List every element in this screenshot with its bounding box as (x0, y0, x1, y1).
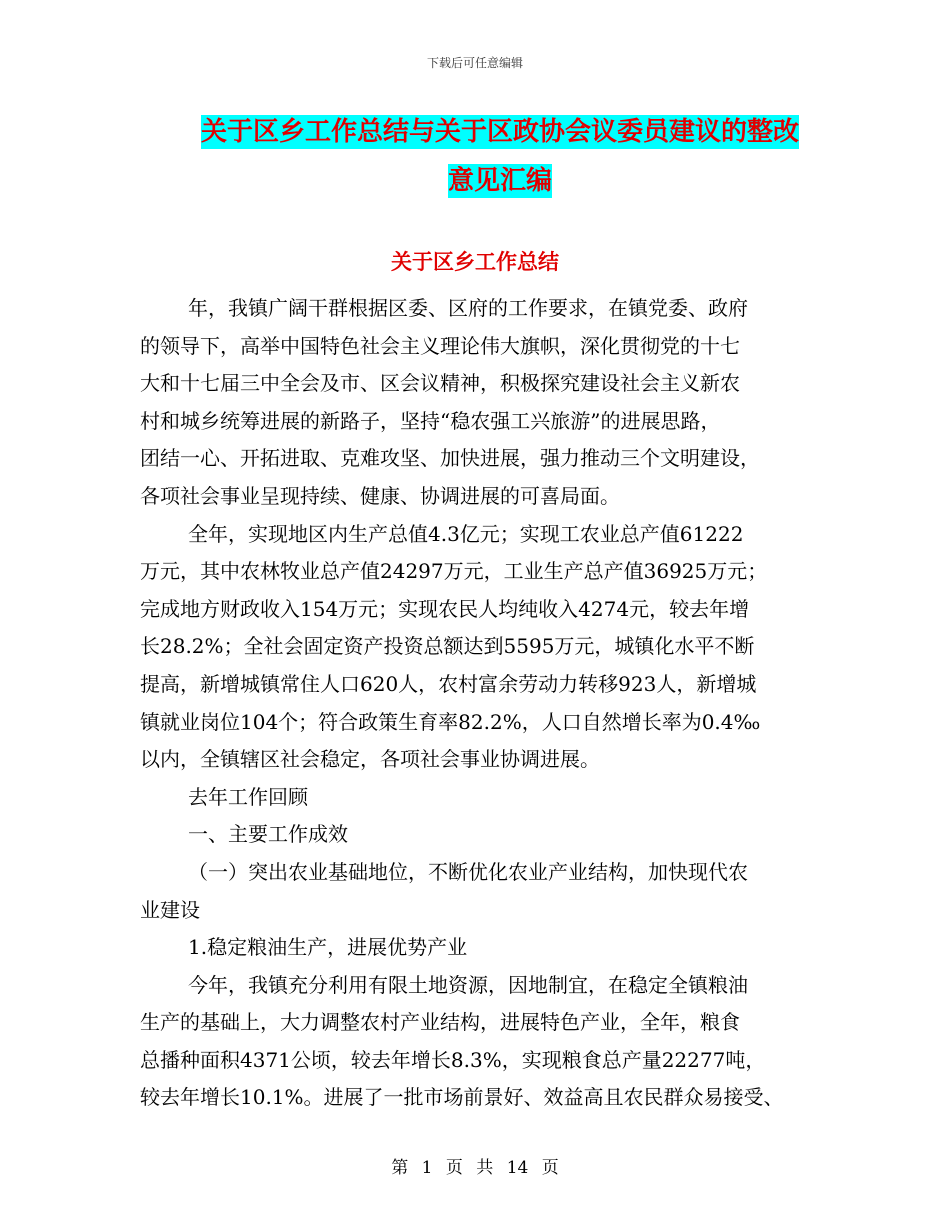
text-line: 大和十七届三中全会及市、区会议精神，积极探究建设社会主义新农 (140, 371, 740, 396)
text-line: （一）突出农业基础地位，不断优化农业产业结构，加快现代农 (188, 859, 748, 884)
text-line: 提高，新增城镇常住人口620人，农村富余劳动力转移923人，新增城 (140, 671, 757, 696)
header-note: 下载后可任意编辑 (426, 56, 523, 70)
text-line: 年，我镇广阔干群根据区委、区府的工作要求，在镇党委、政府 (188, 296, 748, 320)
text-line: 村和城乡统筹进展的新路子，坚持“稳农强工兴旅游”的进展思路， (140, 408, 721, 433)
text-line: 较去年增长10.1%。进展了一批市场前景好、效益高且农民群众易接受、 (140, 1085, 784, 1110)
text-line: 以内，全镇辖区社会稳定，各项社会事业协调进展。 (140, 747, 600, 772)
document-title (140, 108, 860, 206)
page-footer: 第 1 页 共 14 页 (391, 1158, 559, 1178)
text-line: 的领导下，高举中国特色社会主义理论伟大旗帜，深化贯彻党的十七 (140, 333, 740, 358)
text-line: 各项社会事业呈现持续、健康、协调进展的可喜局面。 (140, 483, 620, 508)
text-line: 全年，实现地区内生产总值4.3亿元；实现工农业总产值61222 (188, 521, 744, 546)
body-text (140, 290, 820, 1117)
section-title: 关于区乡工作总结 (391, 249, 559, 274)
document-title-line-2: 意见汇编 (447, 166, 552, 196)
text-line: 万元，其中农林牧业总产值24297万元，工业生产总产值36925万元； (140, 559, 768, 584)
text-line: 生产的基础上，大力调整农村产业结构，进展特色产业，全年，粮食 (140, 1010, 740, 1035)
text-line: 1.稳定粮油生产，进展优势产业 (188, 935, 468, 960)
text-line: 团结一心、开拓进取、克难攻坚、加快进展，强力推动三个文明建设， (140, 446, 760, 471)
document-title-line-1: 关于区乡工作总结与关于区政协会议委员建议的整改 (200, 117, 799, 147)
text-line: 总播种面积4371公顷，较去年增长8.3%，实现粮食总产量22277吨， (140, 1047, 766, 1072)
text-line: 镇就业岗位104个；符合政策生育率82.2%，人口自然增长率为0.4‰ (140, 709, 761, 734)
text-line: 去年工作回顾 (188, 784, 308, 809)
text-line: 今年，我镇充分利用有限土地资源，因地制宜，在稳定全镇粮油 (188, 972, 748, 997)
text-line: 一、主要工作成效 (188, 822, 348, 847)
text-line: 业建设 (140, 897, 200, 922)
text-line: 长28.2%；全社会固定资产投资总额达到5595万元，城镇化水平不断 (140, 634, 755, 659)
text-line: 完成地方财政收入154万元；实现农民人均纯收入4274元，较去年增 (140, 596, 750, 621)
